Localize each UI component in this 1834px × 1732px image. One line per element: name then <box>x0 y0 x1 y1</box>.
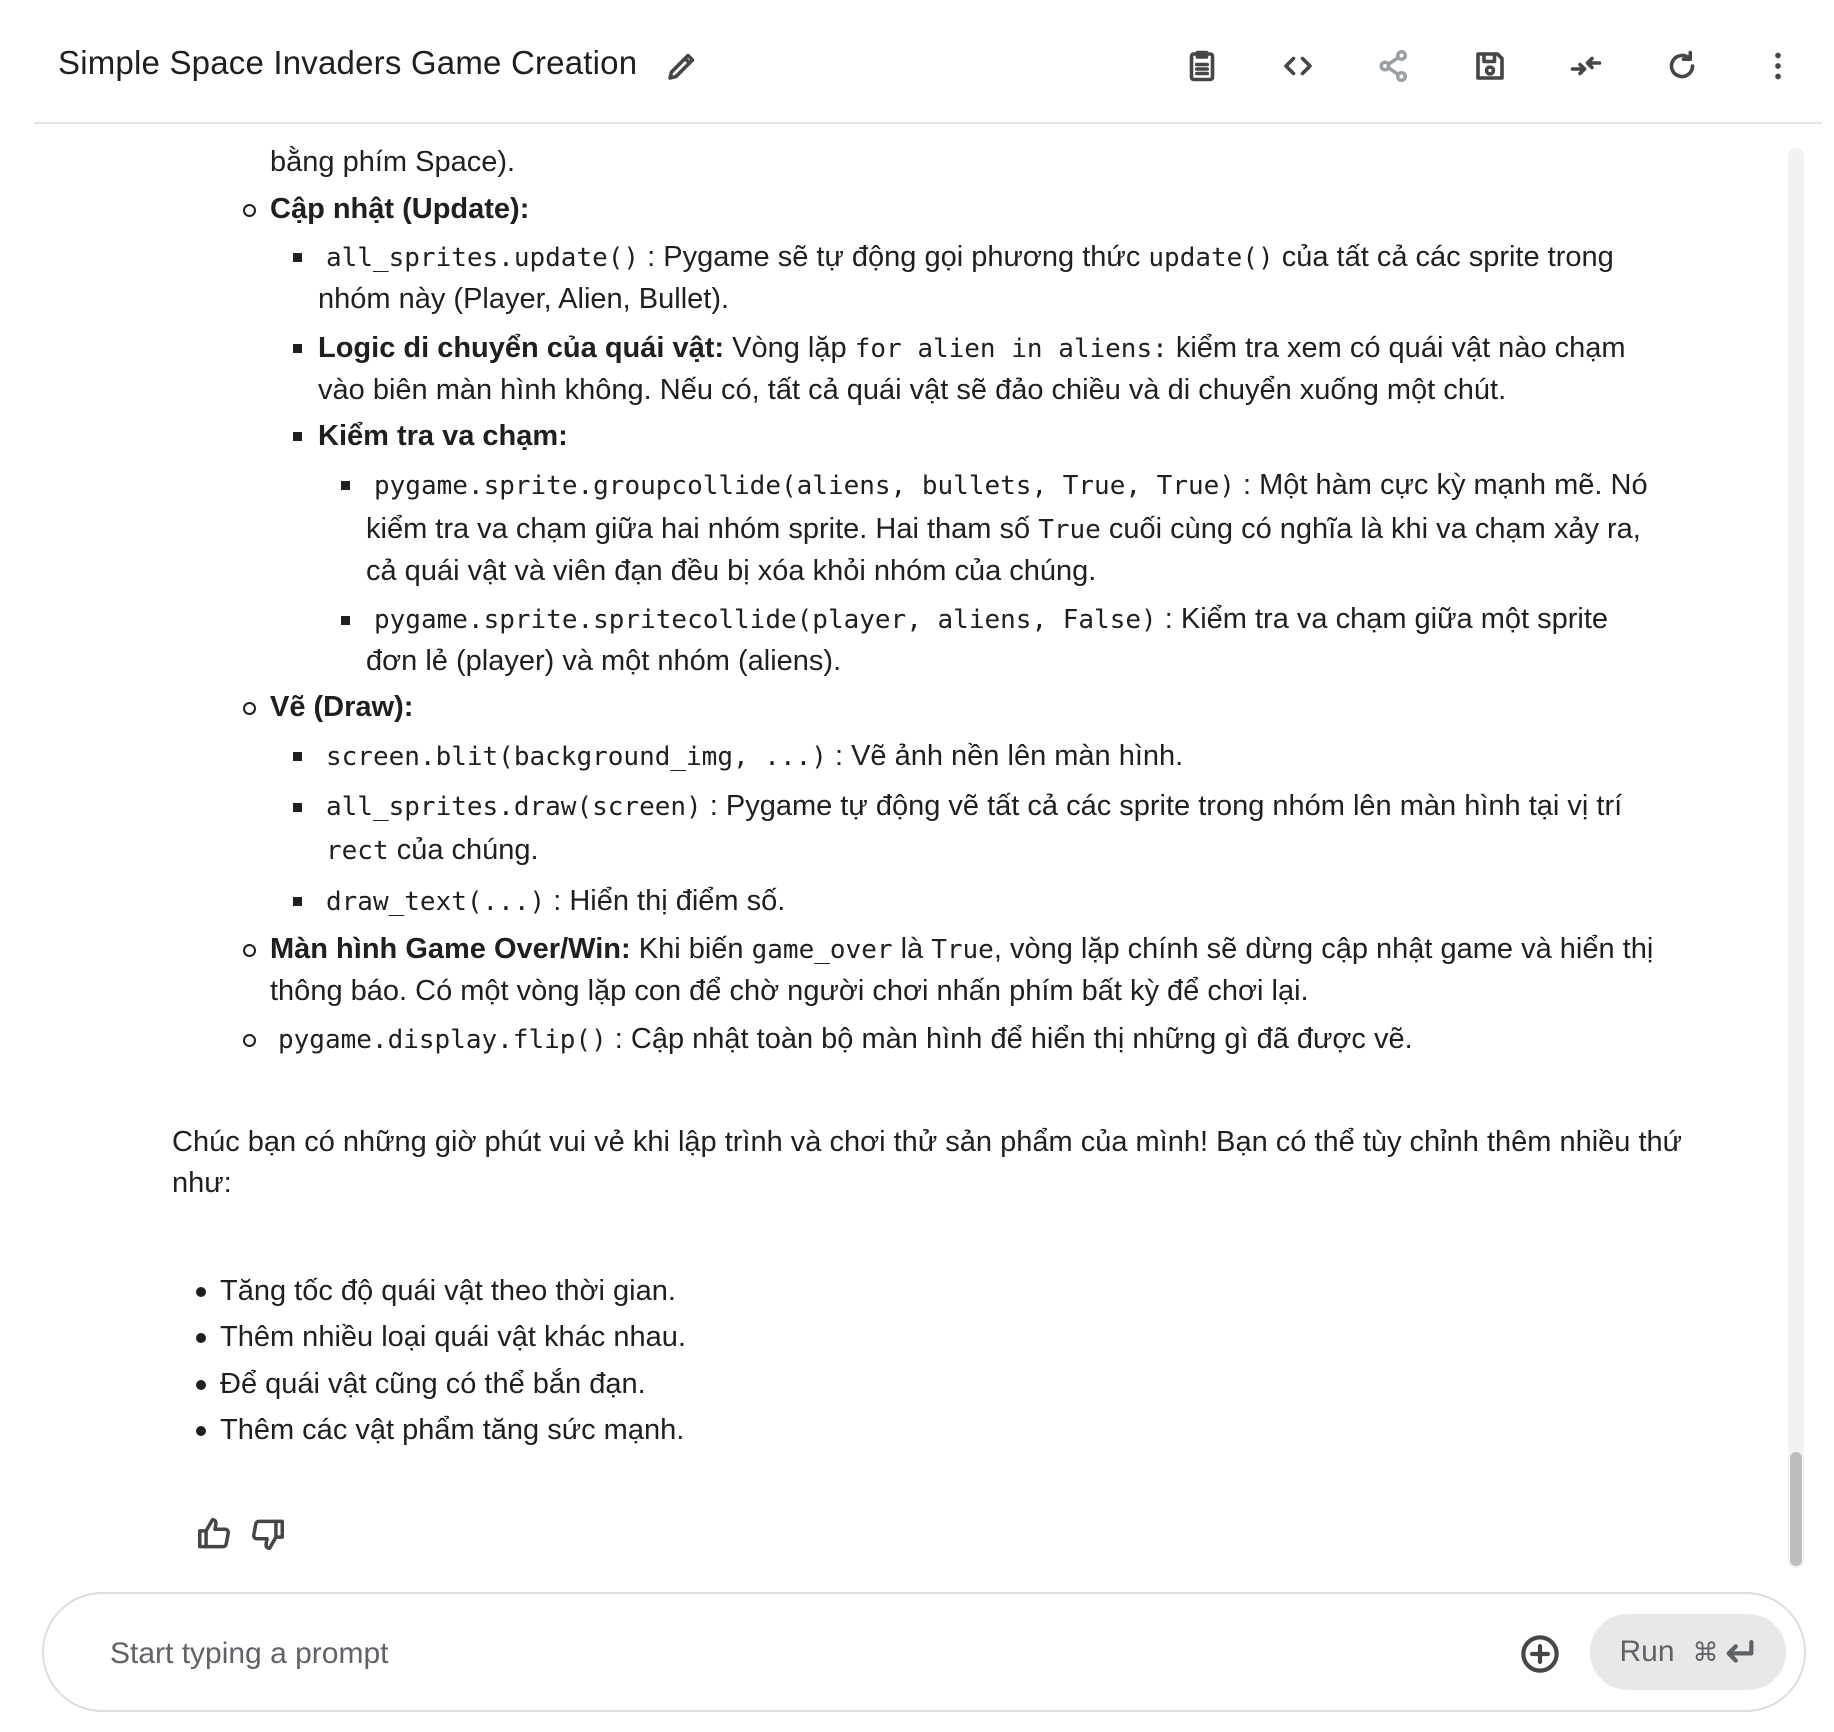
list-item: Thêm nhiều loại quái vật khác nhau. <box>220 1321 686 1353</box>
bullet-square <box>341 481 350 490</box>
scrollbar-thumb[interactable] <box>1790 1452 1802 1566</box>
text: : Cập nhật toàn bộ màn hình để hiển thị những gì đã được vẽ. <box>614 1023 1413 1055</box>
prompt-input[interactable] <box>108 1628 1412 1680</box>
thumbs-up-button[interactable] <box>192 1512 236 1556</box>
bullet-square <box>293 803 302 812</box>
text-line <box>326 237 1614 278</box>
run-shortcut <box>1693 1637 1757 1668</box>
section-heading-draw: Vẽ (Draw): <box>270 691 414 723</box>
list-item: Thêm các vật phẩm tăng sức mạnh. <box>220 1414 685 1446</box>
text-line: bằng phím Space). <box>270 146 516 178</box>
thumbs-up-icon <box>195 1515 233 1553</box>
bullet-circle <box>243 1034 256 1047</box>
edit-icon <box>664 48 700 84</box>
thumbs-down-button[interactable] <box>246 1512 290 1556</box>
inline-code: all_sprites.draw(screen) <box>326 792 702 822</box>
bullet-circle <box>243 944 256 957</box>
inline-code: True <box>1038 515 1101 545</box>
get-code-button[interactable] <box>1276 44 1320 88</box>
text: là <box>900 933 924 965</box>
command-key-glyph: ⌘ <box>1692 1636 1719 1667</box>
run-label: Run <box>1619 1635 1675 1668</box>
prompt-bar <box>42 1592 1806 1712</box>
text: của tất cả các sprite trong <box>1281 241 1614 273</box>
notes-icon <box>1184 48 1220 84</box>
text: , vòng lặp chính sẽ dừng cập nhật game và hiển thị <box>993 933 1654 965</box>
text-line <box>326 736 1183 777</box>
list-item: Để quái vật cũng có thể bắn đạn. <box>220 1368 646 1400</box>
bullet-square <box>341 616 350 625</box>
inline-code: for alien in aliens: <box>854 334 1168 364</box>
text-line <box>374 465 1648 506</box>
save-icon <box>1472 48 1508 84</box>
text: : Pygame sẽ tự động gọi phương thức <box>647 241 1141 273</box>
bullet-square <box>293 344 302 353</box>
add-circle-icon <box>1519 1633 1561 1675</box>
bold-label: Màn hình Game Over/Win: <box>270 933 631 965</box>
text-line <box>374 599 1608 640</box>
text-line: vào biên màn hình không. Nếu có, tất cả quái vật sẽ đảo chiều và di chuyển xuống một chút. <box>318 374 1507 406</box>
text: Khi biến <box>638 933 744 965</box>
compare-icon <box>1568 48 1604 84</box>
bullet-square <box>293 253 302 262</box>
refresh-button[interactable] <box>1660 44 1704 88</box>
more-icon <box>1760 48 1796 84</box>
inline-code: pygame.display.flip() <box>278 1025 607 1055</box>
add-attachment-button[interactable] <box>1516 1630 1564 1678</box>
text-line: đơn lẻ (player) và một nhóm (aliens). <box>366 645 842 677</box>
bullet-dot <box>196 1380 206 1390</box>
bullet-square <box>293 752 302 761</box>
bullet-dot <box>196 1287 206 1297</box>
bullet-square <box>293 432 302 441</box>
page-title: Simple Space Invaders Game Creation <box>58 44 638 81</box>
inline-code: update() <box>1148 243 1274 273</box>
inline-code: rect <box>326 836 389 866</box>
bullet-dot <box>196 1426 206 1436</box>
header <box>0 0 1834 124</box>
text: : Hiển thị điểm số. <box>553 885 786 917</box>
closing-text: như: <box>172 1167 232 1199</box>
text-line: cả quái vật và viên đạn đều bị xóa khỏi nhóm của chúng. <box>366 555 1097 587</box>
refresh-icon <box>1664 48 1700 84</box>
code-icon <box>1280 48 1316 84</box>
text: : Vẽ ảnh nền lên màn hình. <box>834 740 1184 772</box>
bullet-square <box>293 897 302 906</box>
bullet-circle <box>243 204 256 217</box>
notes-button[interactable] <box>1180 44 1224 88</box>
text: kiểm tra xem có quái vật nào chạm <box>1175 332 1626 364</box>
inline-code: all_sprites.update() <box>326 243 640 273</box>
text-line <box>318 328 1626 369</box>
inline-code: game_over <box>751 935 893 965</box>
edit-title-button[interactable] <box>660 44 704 88</box>
header-divider <box>34 122 1822 124</box>
text: cuối cùng có nghĩa là khi va chạm xảy ra, <box>1108 513 1641 545</box>
text-line <box>278 1019 1413 1060</box>
run-button[interactable] <box>1590 1614 1786 1690</box>
share-button[interactable] <box>1372 44 1416 88</box>
thumbs-down-icon <box>249 1515 287 1553</box>
text: : Một hàm cực kỳ mạnh mẽ. Nó <box>1243 469 1648 501</box>
text: : Pygame tự động vẽ tất cả các sprite trong nhóm lên màn hình tại vị trí <box>709 790 1623 822</box>
text-line <box>270 929 1653 970</box>
text: : Kiểm tra va chạm giữa một sprite <box>1164 603 1609 635</box>
section-heading-update: Cập nhật (Update): <box>270 193 530 225</box>
inline-code: True <box>931 935 994 965</box>
save-button[interactable] <box>1468 44 1512 88</box>
text-line <box>326 786 1622 827</box>
response-content <box>0 126 1800 1566</box>
compare-button[interactable] <box>1564 44 1608 88</box>
inline-code: pygame.sprite.groupcollide(aliens, bullets, True, True) <box>374 471 1235 501</box>
share-icon <box>1376 48 1412 84</box>
text-line <box>326 830 539 871</box>
inline-code: pygame.sprite.spritecollide(player, aliens, False) <box>374 605 1157 635</box>
bold-label: Logic di chuyển của quái vật: <box>318 332 725 364</box>
text: của chúng. <box>396 834 539 866</box>
more-options-button[interactable] <box>1756 44 1800 88</box>
text-line: nhóm này (Player, Alien, Bullet). <box>318 283 730 315</box>
text-line <box>326 881 785 922</box>
text: Vòng lặp <box>732 332 847 364</box>
enter-key-icon <box>1723 1637 1757 1667</box>
list-item: Tăng tốc độ quái vật theo thời gian. <box>220 1275 676 1307</box>
text-line <box>366 509 1641 550</box>
bullet-circle <box>243 702 256 715</box>
closing-text: Chúc bạn có những giờ phút vui vẻ khi lập trình và chơi thử sản phẩm của mình! Bạn có thể tùy chỉnh thêm nhiều thứ <box>172 1126 1683 1158</box>
bullet-dot <box>196 1333 206 1343</box>
inline-code: screen.blit(background_img, ...) <box>326 742 827 772</box>
text-line: thông báo. Có một vòng lặp con để chờ người chơi nhấn phím bất kỳ để chơi lại. <box>270 975 1309 1007</box>
inline-code: draw_text(...) <box>326 887 546 917</box>
section-heading-collision: Kiểm tra va chạm: <box>318 420 568 452</box>
scrollbar-track[interactable] <box>1788 148 1804 1568</box>
text: kiểm tra va chạm giữa hai nhóm sprite. Hai tham số <box>366 513 1031 545</box>
